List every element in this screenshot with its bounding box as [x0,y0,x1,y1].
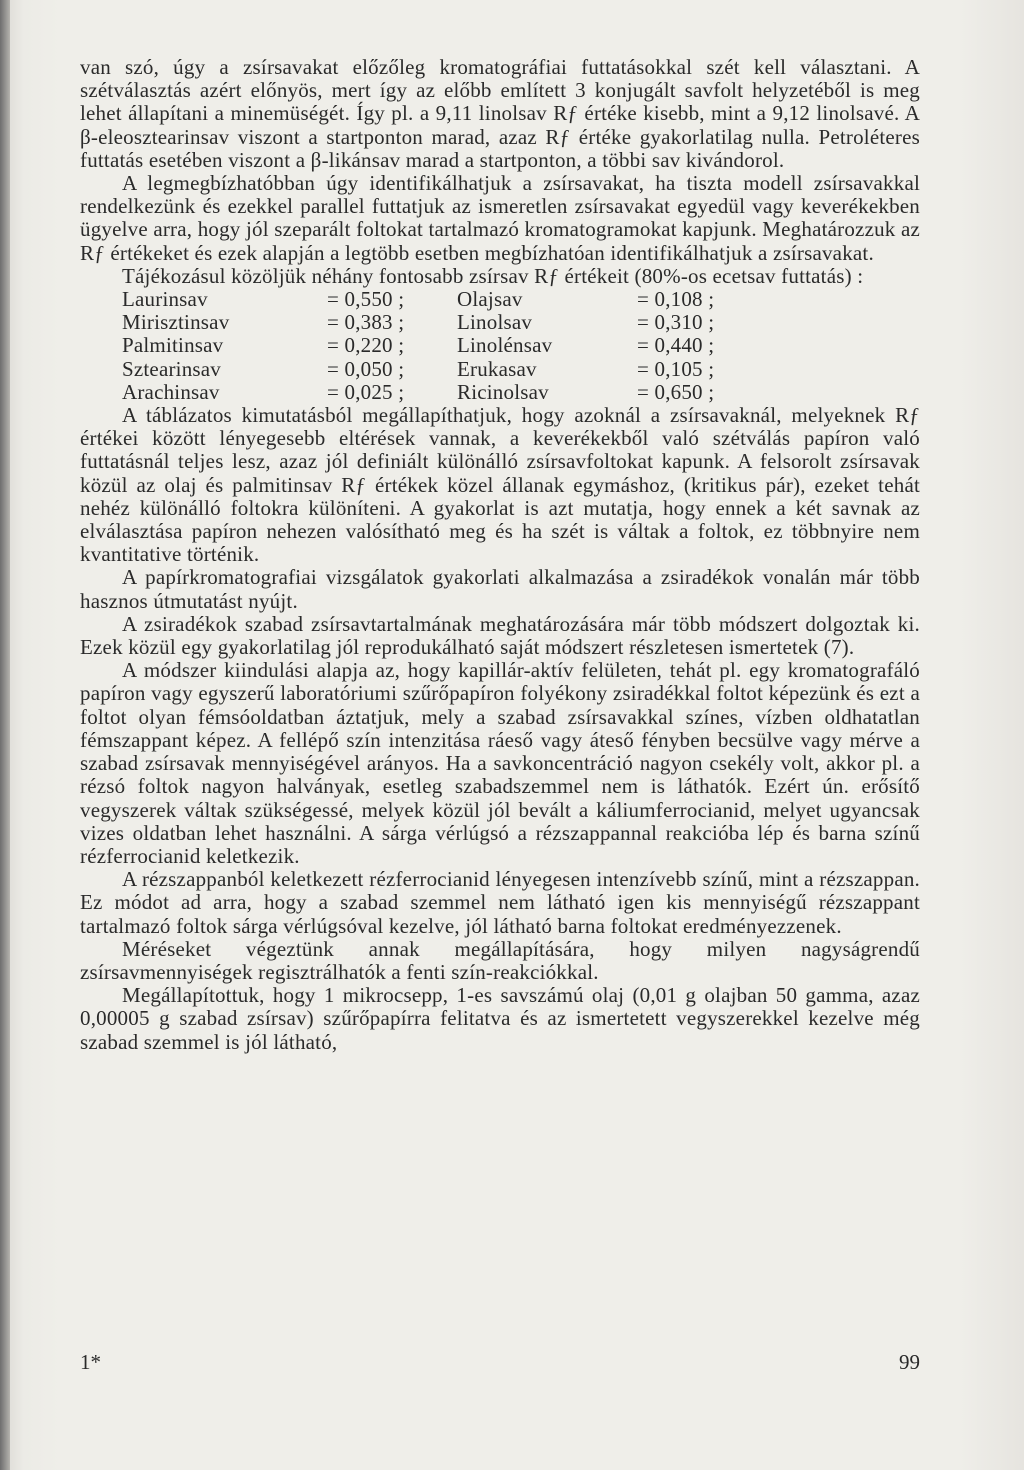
paragraph: A zsiradékok szabad zsírsavtartalmának meghatározására már több módszert dolgoztak ki. Ezek közül egy gyakorlatilag jól reprodukálható saját módszert részletesen ismertetek (7). [80,611,920,660]
table-cell-acid: Palmitinsav [122,333,224,358]
table-cell-acid: Erukasav [457,356,537,381]
table-cell-value: = 0,550 ; [327,287,405,312]
rf-values-table [122,288,920,404]
paragraph: A rézszappanból keletkezett rézferrocianid lényegesen intenzívebb színű, mint a rézszappan. Ez módot ad arra, hogy a szabad szemmel nem látható igen kis mennyiségű rézszappant tartalmazó foltok sárga vérlúgsóval kezelve, jól látható barna foltokat eredményezzenek. [80,867,920,938]
paragraph: A módszer kiindulási alapja az, hogy kapillár-aktív felületen, tehát pl. egy kromatografáló papíron vagy egyszerű laboratóriumi szűrőpapíron folyékony zsiradékkal foltot képezünk és ezt a foltot olyan fémsóoldatban áztatjuk, mely a szabad zsírsavakkal színes, vízben oldhatatlan fémszappant képez. A fellépő szín intenzitása ráeső vagy áteső fényben becsülve vagy mérve a szabad zsírsavak mennyiségével arányos. Ha a savkoncentráció nagyon csekély volt, akkor pl. a rézsó foltok nagyon halványak, esetleg szabadszemmel nem is láthatók. Ezért ún. erősítő vegyszerek váltak szükségessé, melyek közül jól bevált a káliumferrocianid, melyet ugyancsak vizes oldatban lehet használni. A sárga vérlúgsó a rézszappannal reakcióba lép és barna színű rézferrocianid keletkezik. [80,658,920,868]
table-cell-value: = 0,650 ; [637,379,715,404]
table-cell-acid: Laurinsav [122,287,208,312]
table-cell-value: = 0,050 ; [327,356,405,381]
table-cell-acid: Linolsav [457,310,533,335]
table-cell-acid: Mirisztinsav [122,310,230,335]
signature-mark: 1* [80,1350,101,1374]
table-cell-acid: Olajsav [457,287,523,312]
table-cell-value: = 0,220 ; [327,333,405,358]
body-text [80,56,920,1054]
page-footer [80,1350,920,1380]
table-cell-acid: Arachinsav [122,379,220,404]
table-cell-value: = 0,310 ; [637,310,715,335]
table-cell-value: = 0,025 ; [327,379,405,404]
table-cell-acid: Linolénsav [457,333,553,358]
page-number: 99 [899,1350,920,1374]
paragraph: A táblázatos kimutatásból megállapíthatjuk, hogy azoknál a zsírsavaknál, melyeknek Rƒ értékei között lényegesebb eltérések vannak, a keverékekből való szétválás papíron való futtatásnál teljes lesz, azaz jól definiált különálló zsírsavfoltokat kapunk. A felsorolt zsírsavak közül az olaj és palmitinsav Rƒ értékek közel állanak egymáshoz, (kritikus pár), ezeket tehát nehéz különálló foltokra különíteni. A gyakorlat is azt mutatja, hogy ennek a két savnak az elválasztása papíron nehezen valósítható meg és ha szét is váltak a foltok, ez többnyire nem kvantitative történik. [80,403,920,567]
paragraph: A legmegbízhatóbban úgy identifikálhatjuk a zsírsavakat, ha tiszta modell zsírsavakkal rendelkezünk és ezekkel parallel futtatjuk az ismeretlen zsírsavakat egyedül vagy keverékekben ügyelve arra, hogy jól szeparált foltokat tartalmazó kromatogramokat kapjunk. Meghatározzuk az Rƒ értékeket és ezek alapján a legtöbb esetben megbízhatóan identifikálhatjuk a zsírsavakat. [80,171,920,265]
table-cell-value: = 0,383 ; [327,310,405,335]
table-cell-value: = 0,108 ; [637,287,715,312]
paragraph: van szó, úgy a zsírsavakat előzőleg kromatográfiai futtatásokkal szét kell választani. A szétválasztás azért előnyös, mert így az előbb említett 3 konjugált savfolt helyzetéből is meg lehet állapítani a minemüségét. Így pl. a 9,11 linolsav Rƒ értéke kisebb, mint a 9,12 linolsavé. A β-eleosztearinsav viszont a startponton marad, azaz Rƒ értéke gyakorlatilag nulla. Petroléteres futtatás esetében viszont a β-likánsav marad a startponton, a többi sav kivándorol. [80,55,920,172]
table-cell-acid: Sztearinsav [122,356,221,381]
table-cell-value: = 0,440 ; [637,333,715,358]
paragraph: A papírkromatografiai vizsgálatok gyakorlati alkalmazása a zsiradékok vonalán már több hasznos útmutatást nyújt. [80,565,920,613]
page-binding-edge [0,0,10,1470]
table-cell-value: = 0,105 ; [637,356,715,381]
paragraph: Méréseket végeztünk annak megállapítására, hogy milyen nagyságrendű zsírsavmennyiségek regisztrálhatók a fenti szín-reakciókkal. [80,936,920,984]
paragraph: Megállapítottuk, hogy 1 mikrocsepp, 1-es savszámú olaj (0,01 g olajban 50 gamma, azaz 0,00005 g szabad zsírsav) szűrőpapírra felitatva és az ismertetett vegyszerekkel kezelve még szabad szemmel is jól látható, [80,983,920,1054]
table-cell-acid: Ricinolsav [457,379,549,404]
paragraph: Tájékozásul közöljük néhány fontosabb zsírsav Rƒ értékeit (80%-os ecetsav futtatás) : [122,263,864,288]
